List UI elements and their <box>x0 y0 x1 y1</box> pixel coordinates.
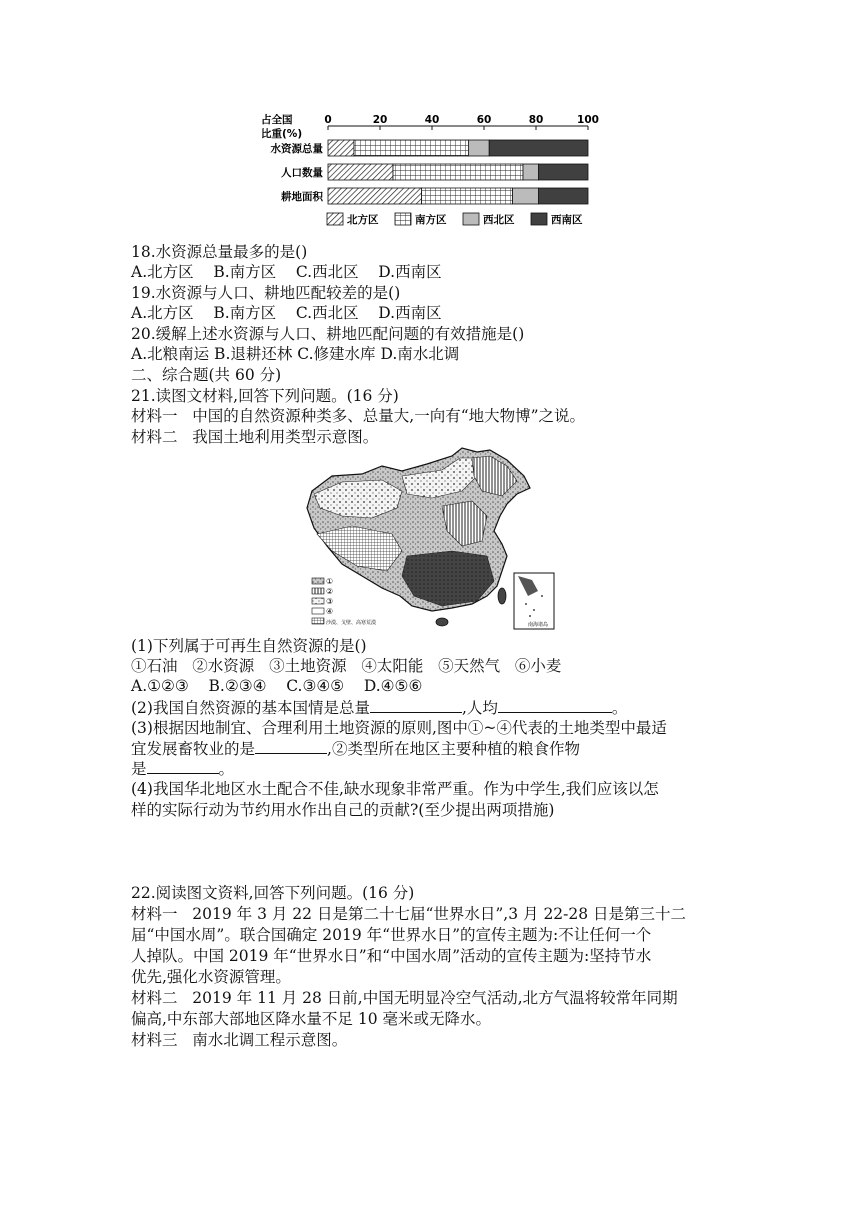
map-legend-1: ① <box>326 577 334 586</box>
legend-label: 西南区 <box>551 214 583 226</box>
question-21-4a: (4)我国华北地区水土配合不佳,缺水现象非常严重。作为中学生,我们应该以怎 <box>131 780 659 798</box>
question-21-1-items: ①石油 ②水资源 ③土地资源 ④太阳能 ⑤天然气 ⑥小麦 <box>131 657 562 675</box>
question-21-1: (1)下列属于可再生自然资源的是() <box>131 637 367 655</box>
question-21-material-2: 材料二 我国土地利用类型示意图。 <box>131 428 379 446</box>
bar-segment <box>393 164 523 180</box>
legend-swatch <box>531 213 547 225</box>
question-22: 22.阅读图文资料,回答下列问题。(16 分) <box>131 884 415 902</box>
tick-label: 60 <box>476 114 492 126</box>
category-label: 耕地面积 <box>281 191 323 203</box>
question-22-material-2b: 偏高,中东部大部地区降水量不足 10 毫米或无降水。 <box>131 1010 492 1028</box>
question-22-material-3: 材料三 南水北调工程示意图。 <box>131 1031 348 1049</box>
question-18: 18.水资源总量最多的是() <box>131 243 308 261</box>
answer-blank-livestock[interactable] <box>255 738 327 754</box>
tick-label: 20 <box>372 114 388 126</box>
land-use-map <box>302 446 562 631</box>
bar-segment <box>539 164 588 180</box>
bar-segment <box>328 188 422 204</box>
legend-label: 西北区 <box>483 214 515 226</box>
question-19: 19.水资源与人口、耕地匹配较差的是() <box>131 284 401 302</box>
legend-label: 南方区 <box>415 214 447 226</box>
bar-segment <box>539 188 588 204</box>
map-legend-2: ② <box>326 587 334 596</box>
axis-label-line1: 占全国 <box>261 114 293 126</box>
question-22-material-1b: 届“中国水周”。联合国确定 2019 年“世界水日”的宣传主题为:不让任何一个 <box>131 926 652 944</box>
bar-segment <box>328 164 393 180</box>
bar-segment <box>354 140 468 156</box>
question-22-material-2a: 材料二 2019 年 11 月 28 日前,中国无明显冷空气活动,北方气温将较常年同期 <box>131 989 678 1007</box>
answer-blank-total[interactable] <box>370 697 462 713</box>
question-22-material-1a: 材料一 2019 年 3 月 22 日是第二十七届“世界水日”,3 月 22-28 日是第三十二 <box>131 905 687 923</box>
map-legend <box>312 577 376 626</box>
question-21-2: (2)我国自然资源的基本国情是总量 ,人均 。 <box>131 699 628 717</box>
question-21-1-options: A.①②③ B.②③④ C.③④⑤ D.④⑤⑥ <box>131 677 423 695</box>
category-label: 人口数量 <box>281 167 323 179</box>
question-21: 21.读图文材料,回答下列问题。(16 分) <box>131 387 399 405</box>
question-22-material-1c: 人掉队。中国 2019 年“世界水日”和“中国水周”活动的宣传主题为:坚持节水 <box>131 947 652 965</box>
question-21-3c: 是 。 <box>131 760 235 778</box>
legend-swatch <box>463 213 479 225</box>
section-heading: 二、综合题(共 60 分) <box>131 366 282 384</box>
question-21-3a: (3)根据因地制宜、合理利用土地资源的原则,图中①~④代表的土地类型中最适 <box>131 719 667 737</box>
bar-segment <box>523 164 539 180</box>
question-18-options: A.北方区 B.南方区 C.西北区 D.西南区 <box>131 263 442 281</box>
question-19-options: A.北方区 B.南方区 C.西北区 D.西南区 <box>131 304 442 322</box>
bar-segment <box>468 140 489 156</box>
question-20-options: A.北粮南运 B.退耕还林 C.修建水库 D.南水北调 <box>131 345 460 363</box>
map-legend-4: ④ <box>326 607 334 616</box>
bar-segment <box>422 188 513 204</box>
bar-segment <box>489 140 588 156</box>
resource-share-chart <box>255 110 615 232</box>
question-21-3b: 宜发展畜牧业的是 ,②类型所在地区主要种植的粮食作物 <box>131 740 580 758</box>
tick-label: 100 <box>577 114 599 126</box>
answer-blank-per-capita[interactable] <box>498 697 612 713</box>
question-21-4b: 样的实际行动为节约用水作出自己的贡献?(至少提出两项措施) <box>131 801 555 819</box>
south-sea-inset <box>514 573 554 629</box>
legend-swatch <box>395 213 411 225</box>
question-20: 20.缓解上述水资源与人口、耕地匹配问题的有效措施是() <box>131 325 525 343</box>
question-21-material-1: 材料一 中国的自然资源种类多、总量大,一向有“地大物博”之说。 <box>131 407 586 425</box>
axis-label-line2: 比重(%) <box>261 128 303 140</box>
tick-label: 40 <box>424 114 440 126</box>
category-label: 水资源总量 <box>270 143 323 155</box>
map-legend-3: ③ <box>326 597 334 606</box>
tick-label: 0 <box>324 114 332 126</box>
question-22-material-1d: 优先,强化水资源管理。 <box>131 968 291 986</box>
inset-label: 南海诸岛 <box>528 622 549 628</box>
answer-blank-crop[interactable] <box>147 758 219 774</box>
legend-swatch <box>327 213 343 225</box>
bar-segment <box>328 140 354 156</box>
map-legend-note: 沙漠、戈壁、高寒荒漠 <box>326 620 377 626</box>
legend-label: 北方区 <box>347 214 379 226</box>
tick-label: 80 <box>528 114 544 126</box>
bar-segment <box>513 188 539 204</box>
